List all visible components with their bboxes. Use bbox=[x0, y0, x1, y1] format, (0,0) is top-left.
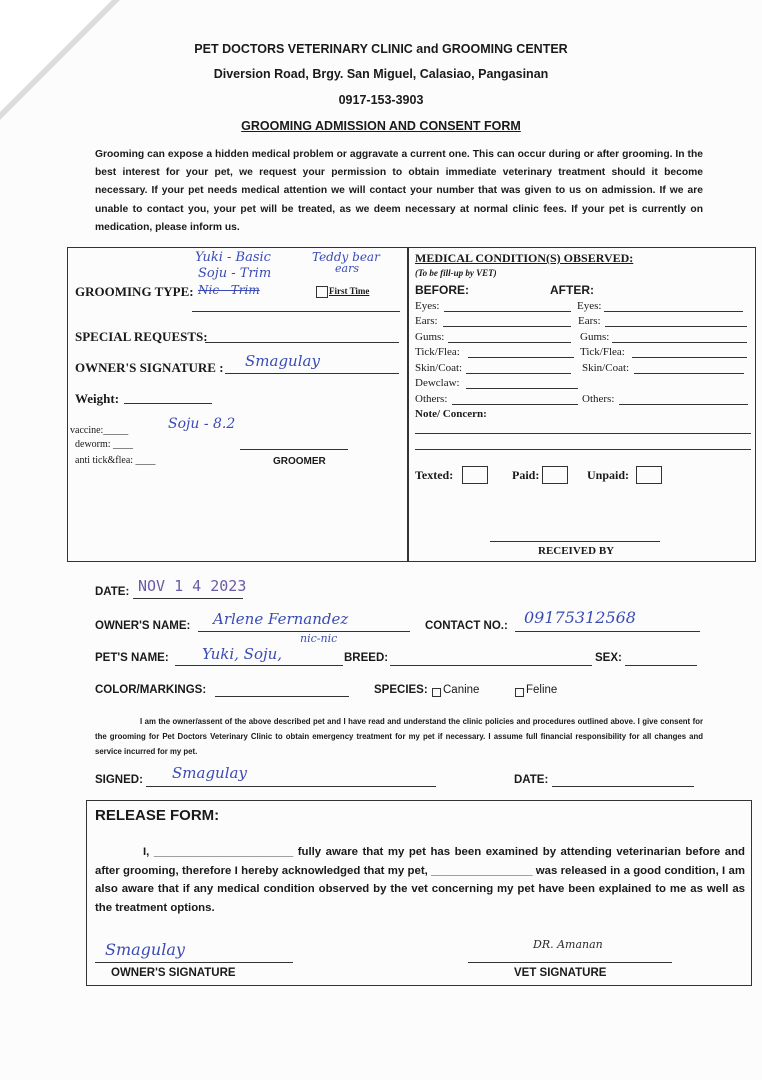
color-label: COLOR/MARKINGS: bbox=[95, 684, 207, 696]
release-vet-sig-label: VET SIGNATURE bbox=[514, 967, 607, 979]
before-skin: Skin/Coat: bbox=[415, 362, 463, 374]
after-skin: Skin/Coat: bbox=[582, 362, 630, 374]
after-gums-line bbox=[612, 342, 747, 343]
special-requests-label: SPECIAL REQUESTS: bbox=[75, 329, 208, 344]
signed-label: SIGNED: bbox=[95, 774, 143, 786]
received-by-label: RECEIVED BY bbox=[538, 545, 615, 557]
intro-paragraph: Grooming can expose a hidden medical problem or aggravate a current one. This can occur during or after grooming. In the best interest for your pet, we request your permission to obtain immediate veterinary treatment should it become necessary. If your pet needs medical attention we will contact your number that was given to us on admission. If we are unable to contact you, your pet will be treated, as we deem necessary at normal clinic fees. If your pet is currently on medication, please inform us. bbox=[95, 149, 703, 233]
after-others: Others: bbox=[582, 393, 615, 405]
release-text: I, ______________________ fully aware that my pet has been examined by attending veterinarian before and after grooming, therefore I hereby acknowledged that my pet, ________________ was released in a good condition, I am also aware that if any medical condition observed by the vet concerning my pet have been explained to me as well as the treatment options. bbox=[95, 846, 745, 914]
paid-label: Paid: bbox=[512, 468, 540, 482]
date2-label: DATE: bbox=[514, 774, 549, 786]
before-heading: BEFORE: bbox=[415, 283, 469, 297]
note-label: Note/ Concern: bbox=[415, 408, 487, 420]
before-ears: Ears: bbox=[415, 315, 438, 327]
canine-label: Canine bbox=[443, 684, 480, 696]
table-divider bbox=[407, 248, 409, 561]
pet-name-hand: Yuki, Soju, bbox=[202, 645, 283, 663]
after-ears-line bbox=[605, 326, 747, 327]
clinic-phone: 0917-153-3903 bbox=[338, 93, 424, 107]
breed-label: BREED: bbox=[344, 652, 389, 664]
contact-label: CONTACT NO.: bbox=[425, 620, 508, 632]
release-vet-sig-line bbox=[468, 962, 672, 963]
before-gums-line bbox=[448, 342, 571, 343]
note-line-2 bbox=[415, 449, 751, 450]
date2-line bbox=[552, 786, 694, 787]
owner-signature-line bbox=[225, 373, 399, 374]
signed-hand: Smagulay bbox=[172, 764, 247, 782]
grooming-type-line bbox=[192, 311, 400, 312]
groomer-label: GROOMER bbox=[273, 456, 326, 467]
release-vet-sig-hand: DR. Amanan bbox=[533, 938, 603, 951]
grooming-hand-3: Nic - Trim bbox=[198, 283, 260, 297]
after-ears: Ears: bbox=[578, 315, 601, 327]
clinic-name: PET DOCTORS VETERINARY CLINIC and GROOMING CENTER bbox=[194, 42, 568, 56]
before-gums: Gums: bbox=[415, 331, 445, 343]
grooming-hand-1: Yuki - Basic bbox=[195, 250, 271, 265]
grooming-hand-5: ears bbox=[335, 262, 359, 275]
form-title: GROOMING ADMISSION AND CONSENT FORM bbox=[241, 119, 521, 133]
after-skin-line bbox=[634, 373, 744, 374]
before-tick-line bbox=[468, 357, 574, 358]
canine-checkbox[interactable] bbox=[432, 688, 441, 697]
release-owner-sig-line bbox=[95, 962, 293, 963]
note-line-1 bbox=[415, 433, 751, 434]
before-skin-line bbox=[466, 373, 571, 374]
consent-text: I am the owner/assent of the above described pet and I have read and understand the clinic policies and procedures outlined above. I give consent for the grooming for Pet Doctors Veterinary Clinic to obtain emergency treatment for my pet if necessary. I assume full financial responsibility for all changes and service incurred for my pet. bbox=[95, 717, 703, 756]
texted-checkbox[interactable] bbox=[462, 466, 488, 484]
after-gums: Gums: bbox=[580, 331, 610, 343]
before-others: Others: bbox=[415, 393, 448, 405]
feline-checkbox[interactable] bbox=[515, 688, 524, 697]
feline-label: Feline bbox=[526, 684, 558, 696]
contact-hand: 09175312568 bbox=[524, 608, 636, 627]
owner-name-label: OWNER'S NAME: bbox=[95, 620, 191, 632]
breed-line bbox=[390, 665, 592, 666]
owner-signature-hand: Smagulay bbox=[245, 352, 320, 370]
special-requests-line bbox=[205, 342, 399, 343]
signed-line bbox=[146, 786, 436, 787]
date-label: DATE: bbox=[95, 586, 130, 598]
weight-hand: Soju - 8.2 bbox=[168, 416, 236, 432]
clinic-address: Diversion Road, Brgy. San Miguel, Calasiao, Pangasinan bbox=[213, 67, 549, 81]
release-owner-sig-label: OWNER'S SIGNATURE bbox=[111, 967, 236, 979]
antitick-label: anti tick&flea: ____ bbox=[75, 455, 156, 466]
first-time-label: First Time bbox=[329, 286, 370, 296]
sex-label: SEX: bbox=[595, 652, 622, 664]
owner-signature-label: OWNER'S SIGNATURE : bbox=[75, 360, 224, 375]
paid-checkbox[interactable] bbox=[542, 466, 568, 484]
first-time-checkbox[interactable] bbox=[316, 286, 328, 298]
after-heading: AFTER: bbox=[550, 283, 594, 297]
before-ears-line bbox=[443, 326, 571, 327]
after-tick-line bbox=[632, 357, 747, 358]
pet-name-line bbox=[175, 665, 343, 666]
before-dewclaw: Dewclaw: bbox=[415, 377, 460, 389]
after-eyes-line bbox=[604, 311, 743, 312]
date-line bbox=[133, 598, 243, 599]
before-others-line bbox=[452, 404, 578, 405]
received-by-line bbox=[490, 541, 660, 542]
owner-name-hand: Arlene Fernandez bbox=[213, 610, 349, 628]
after-tick: Tick/Flea: bbox=[580, 346, 625, 358]
after-eyes: Eyes: bbox=[577, 300, 602, 312]
grooming-type-label: GROOMING TYPE: bbox=[75, 284, 194, 299]
weight-line bbox=[124, 403, 212, 404]
groomer-line bbox=[240, 449, 348, 450]
unpaid-label: Unpaid: bbox=[587, 468, 630, 482]
pet-name-hand-extra: nic-nic bbox=[300, 632, 338, 645]
before-eyes-line bbox=[444, 311, 571, 312]
color-line bbox=[215, 696, 349, 697]
deworm-label: deworm: ____ bbox=[75, 439, 134, 450]
before-dewclaw-line bbox=[466, 388, 578, 389]
species-label: SPECIES: bbox=[374, 684, 428, 696]
release-title: RELEASE FORM: bbox=[95, 807, 220, 824]
after-others-line bbox=[619, 404, 748, 405]
release-owner-sig-hand: Smagulay bbox=[105, 940, 185, 959]
vaccine-label: vaccine:_____ bbox=[70, 425, 129, 436]
grooming-hand-2: Soju - Trim bbox=[198, 266, 272, 281]
date-stamp: NOV 1 4 2023 bbox=[138, 577, 247, 595]
sex-line bbox=[625, 665, 697, 666]
medical-title: MEDICAL CONDITION(S) OBSERVED: bbox=[415, 251, 634, 265]
pet-name-label: PET'S NAME: bbox=[95, 652, 169, 664]
medical-subtitle: (To be fill-up by VET) bbox=[415, 268, 497, 278]
contact-line bbox=[515, 631, 700, 632]
unpaid-checkbox[interactable] bbox=[636, 466, 662, 484]
before-eyes: Eyes: bbox=[415, 300, 440, 312]
before-tick: Tick/Flea: bbox=[415, 346, 460, 358]
weight-label: Weight: bbox=[75, 391, 120, 406]
texted-label: Texted: bbox=[415, 468, 454, 482]
grooming-hand-4: Teddy bear bbox=[312, 250, 380, 264]
